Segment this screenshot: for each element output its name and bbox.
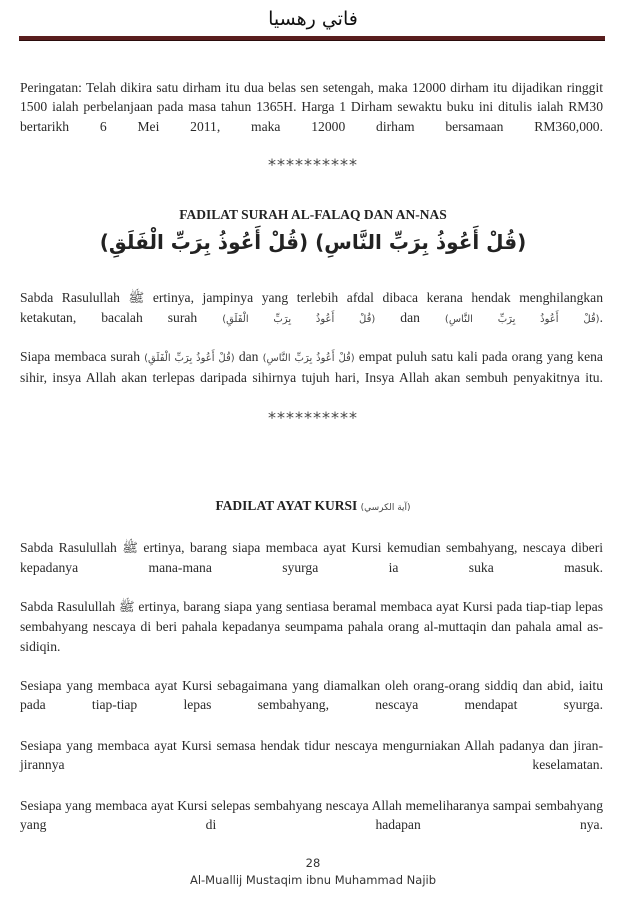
running-header: فاتي رهسيا [268,8,358,30]
paragraph [20,347,603,407]
text: Siapa membaca surah [20,349,141,364]
text: dan [400,310,420,326]
saw-symbol: ﷺ [128,291,145,306]
text: Sabda Rasulullah [20,540,117,555]
section-heading-ayat-kursi [0,498,626,514]
paragraph: Sesiapa yang membaca ayat Kursi semasa hendak tidur nescaya mengurniakan Allah padanya dan jiran-jirannya keselamatan. [20,738,603,773]
paragraph [20,288,603,349]
heading-text: FADILAT AYAT KURSI [215,498,358,513]
footer-author: Al-Muallij Mustaqim ibnu Muhammad Najib [189,873,437,887]
text: ertinya, barang siapa membaca ayat Kursi kemudian sembahyang, nescaya diberi kepadanya mana-mana syurga ia suka masuk. [20,540,603,576]
text: empat puluh satu kali pada orang yang kena sihir, insya Allah akan terlepas daripada sihirnya tujuh hari, Insya Allah akan sembuh penyakitnya itu. [20,349,603,386]
text: . [599,310,603,326]
text: ertinya, jampinya yang terlebih afdal dibaca kerana hendak menghilangkan ketakutan, bacalah surah [20,290,604,326]
arabic-inline: (آية الكرسي) [360,503,411,513]
text: Sabda Rasulullah [20,290,120,305]
arabic-inline: (قُلْ أَعُوذُ بِرَبِّ النَّاسِ) [444,314,600,326]
saw-symbol: ﷺ [122,541,138,556]
warning-paragraph: Peringatan: Telah dikira satu dirham itu dua belas sen setengah, maka 12000 dirham itu dijadikan ringgit 1500 ialah perbelanjaan pada masa tahun 1365H. Harga 1 Dirham sewaktu buku ini ditulis ialah RM30 bertarikh 6 Mei 2011, maka 12000 dirham bersamaan RM360,000. [20,80,603,134]
separator: ********** [268,155,358,174]
arabic-inline: (قُلْ أَعُوذُ بِرَبِّ النَّاسِ) [262,353,355,364]
text: ertinya, barang siapa yang sentiasa beramal membaca ayat Kursi pada tiap-tiap lepas sembahyang nescaya di beri pahala kepadanya seumpama pahala orang al-muttaqin dan pahala amal as-sidiqin. [20,599,604,654]
section-heading-falaq-nas: FADILAT SURAH AL-FALAQ DAN AN-NAS [179,207,447,222]
text: dan [238,349,259,364]
saw-symbol: ﷺ [118,600,135,615]
header-rule [19,36,605,41]
paragraph: Sesiapa yang membaca ayat Kursi sebagaimana yang diamalkan oleh orang-orang siddiq dan abid, iaitu pada tiap-tiap lepas sembahyang, nescaya mendapat syurga. [20,678,603,713]
page-number: 28 [305,856,321,870]
text: Sabda Rasulullah [20,599,116,614]
paragraph [20,538,603,597]
arabic-inline: (قُلْ أَعُوذُ بِرَبِّ الْفَلَقِ) [144,353,235,364]
separator: ********** [268,408,358,427]
paragraph: Sesiapa yang membaca ayat Kursi selepas sembahyang nescaya Allah memeliharanya sampai sembahyang yang di hadapan nya. [20,798,603,833]
arabic-heading: (قُلْ أَعُوذُ بِرَبِّ النَّاسِ) (قُلْ أَعُوذُ بِرَبِّ الْفَلَقِ) [99,230,527,254]
paragraph [20,597,603,675]
arabic-inline: (قُلْ أَعُوذُ بِرَبِّ الْفَلَقِ) [222,314,376,326]
